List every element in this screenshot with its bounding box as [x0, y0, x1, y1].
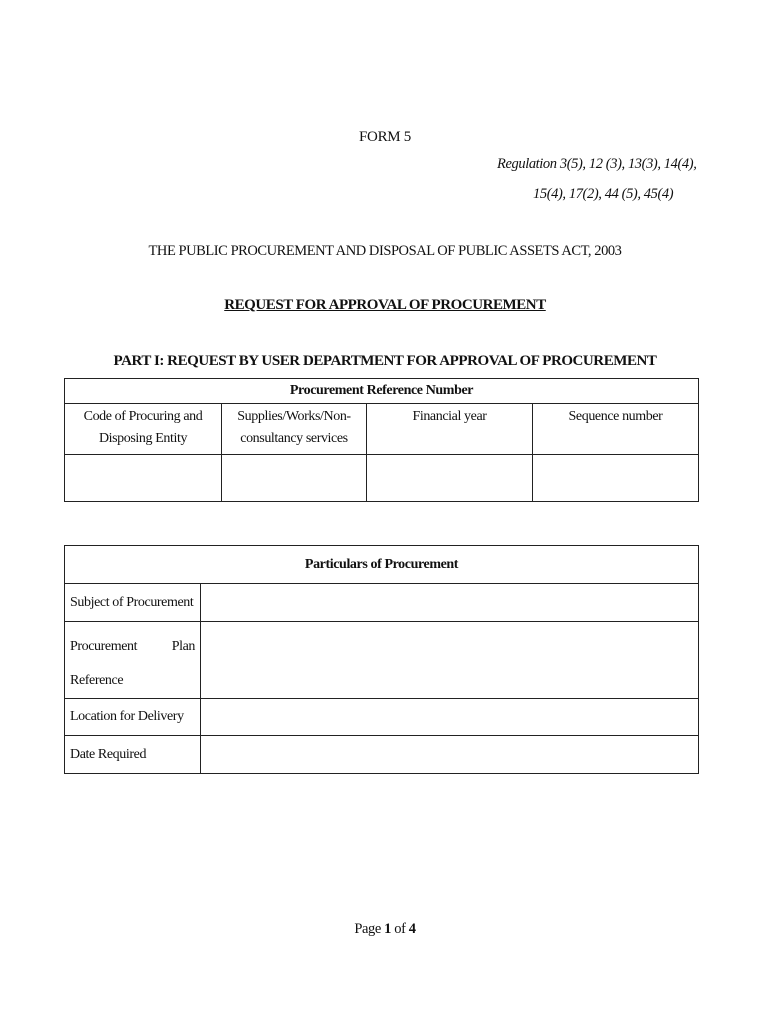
column-header-sequence-number	[533, 404, 699, 455]
procurement-particulars-table	[64, 545, 699, 774]
plan-reference-label-word: Reference	[70, 673, 124, 688]
form-number: FORM 5	[359, 129, 411, 145]
part-title: PART I: REQUEST BY USER DEPARTMENT FOR APPROVAL OF PROCUREMENT	[113, 353, 657, 369]
column-header-line: Disposing Entity	[98, 431, 188, 446]
request-title: REQUEST FOR APPROVAL OF PROCUREMENT	[224, 297, 546, 313]
entity-code-field[interactable]	[65, 455, 222, 502]
subject-label: Subject of Procurement	[65, 584, 201, 622]
plan-reference-label	[65, 622, 201, 699]
category-field[interactable]	[222, 455, 367, 502]
column-header-line: Financial year	[412, 409, 487, 424]
column-header-line: Supplies/Works/Non-	[237, 409, 351, 424]
date-required-field[interactable]	[201, 736, 699, 774]
reference-table-title: Procurement Reference Number	[65, 379, 699, 404]
financial-year-field[interactable]	[367, 455, 533, 502]
particulars-table-title: Particulars of Procurement	[65, 546, 699, 584]
column-header-financial-year	[367, 404, 533, 455]
regulation-reference-line-1: Regulation 3(5), 12 (3), 13(3), 14(4),	[497, 156, 697, 172]
procurement-reference-table	[64, 378, 699, 502]
plan-reference-label-word: Plan	[171, 639, 195, 654]
column-header-entity-code	[65, 404, 222, 455]
regulation-reference-line-2: 15(4), 17(2), 44 (5), 45(4)	[533, 186, 674, 202]
column-header-line: Sequence number	[568, 409, 663, 424]
subject-field[interactable]	[201, 584, 699, 622]
sequence-number-field[interactable]	[533, 455, 699, 502]
plan-reference-label-word: Procurement	[70, 639, 138, 654]
delivery-location-label: Location for Delivery	[65, 699, 201, 736]
page-word: Page	[354, 921, 381, 937]
delivery-location-field[interactable]	[201, 699, 699, 736]
column-header-category	[222, 404, 367, 455]
current-page: 1	[384, 921, 392, 937]
column-header-line: Code of Procuring and	[83, 409, 203, 424]
page-number	[0, 921, 770, 938]
act-title: THE PUBLIC PROCUREMENT AND DISPOSAL OF PUBLIC ASSETS ACT, 2003	[148, 243, 622, 259]
date-required-label: Date Required	[65, 736, 201, 774]
total-pages: 4	[408, 921, 416, 937]
plan-reference-field[interactable]	[201, 622, 699, 699]
of-word: of	[394, 921, 406, 937]
column-header-line: consultancy services	[240, 431, 348, 446]
